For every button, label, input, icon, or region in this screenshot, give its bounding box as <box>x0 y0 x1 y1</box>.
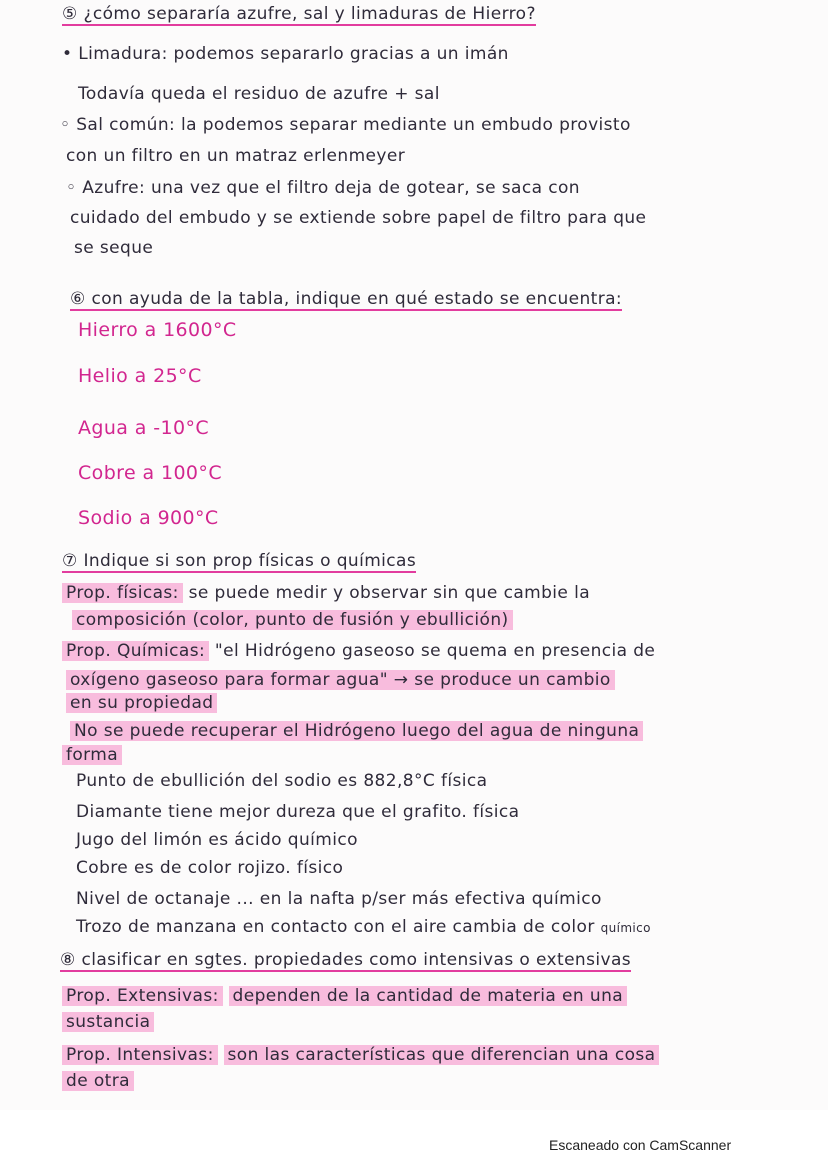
q6-title <box>70 289 622 309</box>
q7-quimicas-row-5 <box>62 745 122 765</box>
q8-ext-row-2 <box>62 1012 154 1032</box>
q7-fisicas-text-1: se puede medir y observar sin que cambie la <box>188 583 591 603</box>
q8-int-row-2 <box>62 1071 134 1091</box>
q7-example-6-text: Trozo de manzana en contacto con el aire cambia de color <box>76 917 595 937</box>
q7-quimicas-row-4 <box>70 721 643 741</box>
q7-title <box>62 551 416 571</box>
q6-item-2: Helio a 25°C <box>78 365 202 387</box>
q5-line-3: ◦ Sal común: la podemos separar mediante un embudo provisto <box>60 115 631 135</box>
q7-example-6 <box>76 917 651 938</box>
q8-ext-row-1 <box>62 986 627 1006</box>
q7-quimicas-text-4: No se puede recuperar el Hidrógeno luego del agua de ninguna <box>70 721 643 741</box>
q7-quimicas-row-1 <box>62 641 655 661</box>
q5-line-4: con un filtro en un matraz erlenmeyer <box>66 146 406 166</box>
q7-fisicas-row-1 <box>62 583 590 603</box>
q5-title-text: ⑤ ¿cómo separaría azufre, sal y limaduras de Hierro? <box>62 4 536 24</box>
q7-example-3: Jugo del limón es ácido químico <box>76 830 358 850</box>
q7-quimicas-text-1: "el Hidrógeno gaseoso se quema en presencia de <box>214 641 656 661</box>
q8-title <box>60 950 631 970</box>
q7-example-4: Cobre es de color rojizo. físico <box>76 858 344 878</box>
q5-line-2: Todavía queda el residuo de azufre + sal <box>78 84 440 104</box>
q6-item-3: Agua a -10°C <box>78 417 210 439</box>
q6-item-1: Hierro a 1600°C <box>78 319 237 341</box>
q5-line-1: • Limadura: podemos separarlo gracias a un imán <box>62 44 509 64</box>
q7-example-5: Nivel de octanaje ... en la nafta p/ser más efectiva químico <box>76 889 602 909</box>
q8-int-label: Prop. Intensivas: <box>62 1045 218 1065</box>
q8-title-text: ⑧ clasificar en sgtes. propiedades como intensivas o extensivas <box>60 950 632 970</box>
q8-ext-text-2: sustancia <box>62 1012 154 1032</box>
q7-fisicas-text-2: composición (color, punto de fusión y ebullición) <box>72 610 513 630</box>
q8-ext-text-1: dependen de la cantidad de materia en una <box>229 986 628 1006</box>
q7-example-6-note: químico <box>600 921 651 935</box>
q5-line-7: se seque <box>74 238 154 258</box>
q8-int-row-1 <box>62 1045 659 1065</box>
q8-int-text-2: de otra <box>62 1071 134 1091</box>
q7-quimicas-row-3 <box>66 693 217 713</box>
q7-quimicas-text-3: en su propiedad <box>66 693 217 713</box>
q5-title <box>62 4 536 24</box>
q7-quimicas-row-2 <box>66 670 615 690</box>
q7-example-2: Diamante tiene mejor dureza que el grafito. física <box>76 802 520 822</box>
q7-example-1: Punto de ebullición del sodio es 882,8°C física <box>76 771 488 791</box>
q6-title-text: ⑥ con ayuda de la tabla, indique en qué estado se encuentra: <box>70 289 623 309</box>
camscanner-watermark: Escaneado con CamScanner <box>549 1137 732 1153</box>
q7-title-text: ⑦ Indique si son prop físicas o químicas <box>62 551 417 571</box>
q7-quimicas-label: Prop. Químicas: <box>62 641 209 661</box>
q7-quimicas-text-5: forma <box>62 745 122 765</box>
q8-ext-label: Prop. Extensivas: <box>62 986 223 1006</box>
q7-quimicas-text-2: oxígeno gaseoso para formar agua" → se produce un cambio <box>66 670 615 690</box>
q6-item-4: Cobre a 100°C <box>78 462 222 484</box>
q6-item-5: Sodio a 900°C <box>78 507 219 529</box>
q8-int-text-1: son las características que diferencian una cosa <box>224 1045 660 1065</box>
q5-line-5: ◦ Azufre: una vez que el filtro deja de gotear, se saca con <box>66 178 580 198</box>
q7-fisicas-label: Prop. físicas: <box>62 583 183 603</box>
q7-fisicas-row-2 <box>72 610 513 630</box>
q5-line-6: cuidado del embudo y se extiende sobre papel de filtro para que <box>70 208 647 228</box>
